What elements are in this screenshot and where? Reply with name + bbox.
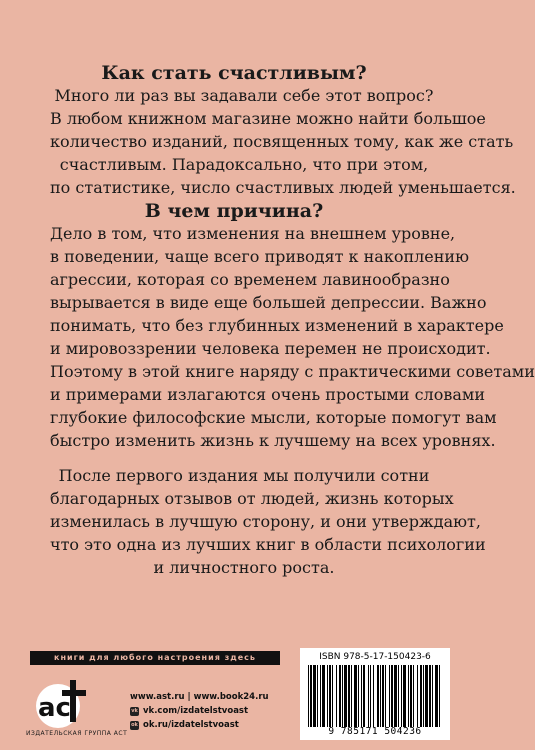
barcode-bar (313, 665, 316, 727)
barcode-bar (380, 665, 381, 727)
barcode-bar (348, 665, 350, 727)
barcode-bar (358, 665, 359, 727)
text-line: количество изданий, посвященных тому, как же стать (50, 132, 514, 151)
barcode-bar (373, 665, 374, 727)
barcode-bar (410, 665, 412, 727)
barcode-bar (432, 665, 433, 727)
website-links[interactable] (130, 690, 269, 704)
barcode-bar (329, 665, 331, 727)
barcode-bar (332, 665, 333, 727)
isbn-number: ISBN 978-5-17-150423-6 (319, 652, 431, 662)
barcode-bar (398, 665, 399, 727)
text-line: изменилась в лучшую сторону, и они утверждают, (50, 512, 481, 531)
text-line: в поведении, чаще всего приводят к накоплению (50, 247, 470, 266)
section-heading-reason: В чем причина? (144, 200, 324, 222)
barcode-bar (439, 665, 440, 727)
ok-icon: ok (131, 721, 138, 728)
text-line: благодарных отзывов от людей, жизнь которых (50, 489, 454, 508)
barcode-bar (351, 665, 352, 727)
barcode-bar (401, 665, 402, 727)
barcode-bar (385, 665, 386, 727)
isbn-barcode-box (300, 648, 450, 740)
text-line: и личностного роста. (153, 558, 335, 577)
ok-link[interactable] (130, 718, 269, 732)
barcode-bar (342, 665, 343, 727)
barcode-bar (317, 665, 318, 727)
barcode-bar (377, 665, 379, 727)
text-line: быстро изменить жизнь к лучшему на всех уровнях. (50, 431, 496, 450)
barcode-bar (417, 665, 418, 727)
paragraph-reviews (50, 464, 486, 579)
website-text: www.ast.ru | www.book24.ru (130, 692, 269, 702)
text-line: агрессии, которая со временем лавинообразно (50, 270, 450, 289)
slogan-banner: книги для любого настроения здесь (30, 651, 280, 665)
barcode-bar (354, 665, 357, 727)
barcode-bar (322, 665, 325, 727)
barcode-digits: 9 785171 504236 (328, 726, 422, 737)
text-line: понимать, что без глубинных изменений в характере (50, 316, 504, 335)
barcode-bar (429, 665, 431, 727)
vk-link[interactable] (130, 704, 269, 718)
logo-letters: ac (38, 693, 71, 723)
text-line: Дело в том, что изменения на внешнем уровне, (50, 224, 456, 243)
text-line: счастливым. Парадоксально, что при этом, (59, 155, 429, 174)
ast-logo-icon (30, 672, 90, 732)
barcode-bar (339, 665, 341, 727)
barcode-bar (403, 665, 406, 727)
barcode-bar (389, 665, 390, 727)
barcode-bar (435, 665, 438, 727)
paragraph-reason (50, 222, 535, 452)
barcode-bar (413, 665, 414, 727)
barcode-bar (382, 665, 384, 727)
barcode-bar (310, 665, 312, 727)
barcode-bar (391, 665, 393, 727)
vk-link-text: vk.com/izdatelstvoast (143, 706, 249, 716)
barcode-bar (394, 665, 397, 727)
barcode-bar (308, 665, 309, 727)
publisher-links (130, 690, 269, 732)
barcode-bar (408, 665, 409, 727)
section-heading-happiness: Как стать счастливым? (101, 62, 367, 84)
text-line: После первого издания мы получили сотни (58, 466, 430, 485)
text-line: вырывается в виде еще большей депрессии. Важно (50, 293, 487, 312)
ok-link-text: ok.ru/izdatelstvoast (143, 720, 239, 730)
text-line: глубокие философские мысли, которые помогут вам (50, 408, 497, 427)
barcode-bar (344, 665, 347, 727)
barcode-icon (306, 665, 444, 727)
barcode-bar (327, 665, 328, 727)
publisher-caption: ИЗДАТЕЛЬСКАЯ ГРУППА АСТ (26, 730, 128, 737)
text-line: Много ли раз вы задавали себе этот вопрос? (54, 86, 434, 105)
text-line: и примерами излагаются очень простыми словами (50, 385, 485, 404)
text-line: что это одна из лучших книг в области психологии (50, 535, 486, 554)
barcode-bar (420, 665, 422, 727)
text-line: по статистике, число счастливых людей уменьшается. (50, 178, 516, 197)
barcode-bar (423, 665, 424, 727)
text-line: Поэтому в этой книге наряду с практическими советами (50, 362, 535, 381)
paragraph-intro (50, 84, 516, 199)
barcode-bar (320, 665, 321, 727)
vk-icon: vk (131, 707, 138, 714)
barcode-bar (368, 665, 369, 727)
barcode-bar (370, 665, 371, 727)
barcode-bar (425, 665, 428, 727)
text-line: и мировоззрении человека перемен не происходит. (50, 339, 491, 358)
barcode-bar (336, 665, 337, 727)
barcode-bar (361, 665, 362, 727)
text-line: В любом книжном магазине можно найти большое (50, 109, 486, 128)
barcode-bar (363, 665, 365, 727)
